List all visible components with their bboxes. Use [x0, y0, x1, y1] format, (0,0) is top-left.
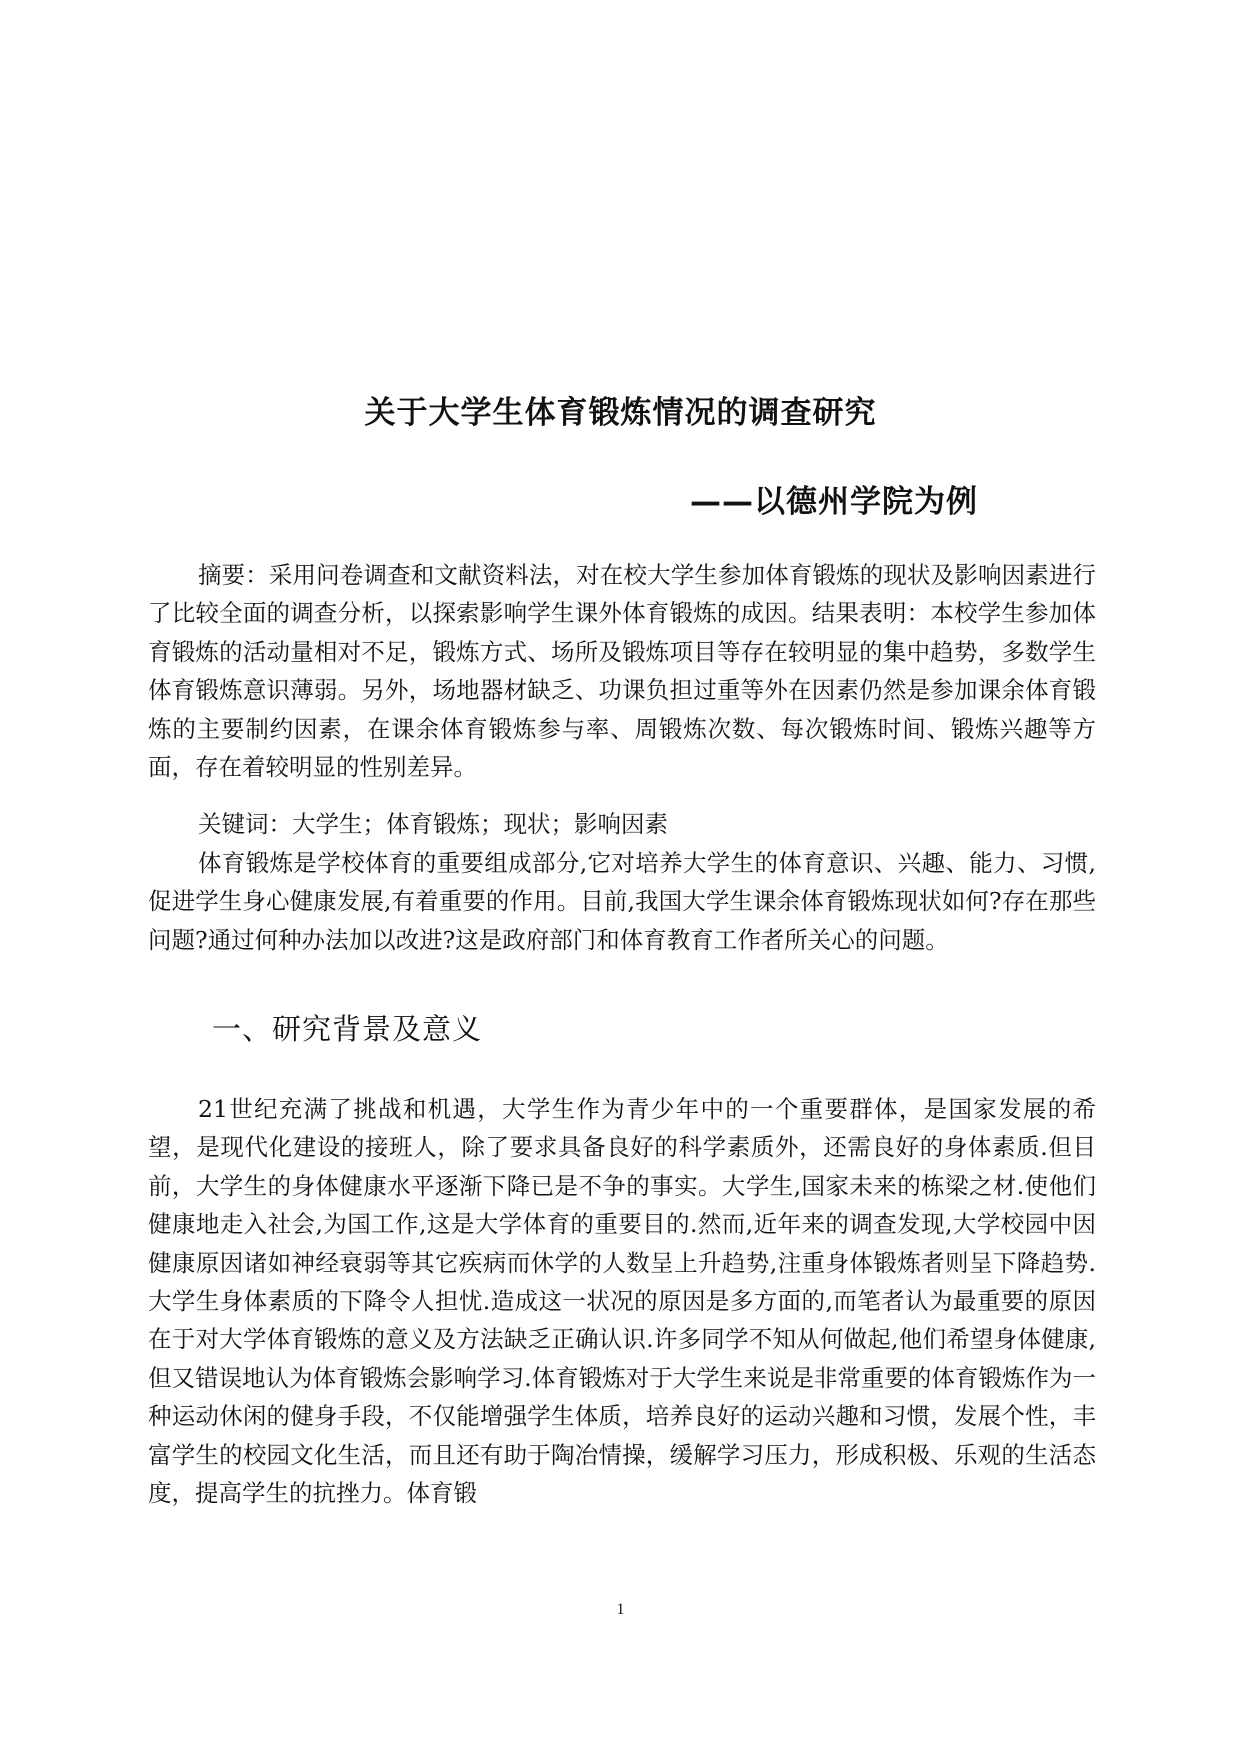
section-heading: 一、研究背景及意义	[212, 1012, 483, 1046]
section-body-paragraph: 21世纪充满了挑战和机遇，大学生作为青少年中的一个重要群体，是国家发展的希望，是现代化建设的接班人，除了要求具备良好的科学素质外，还需良好的身体素质.但目前，大学生的身体健康水平逐渐下降已是不争的事实。大学生,国家未来的栋梁之材.使他们健康地走入社会,为国工作,这是大学体育的重要目的.然而,近年来的调查发现,大学校园中因健康原因诸如神经衰弱等其它疾病而休学的人数呈上升趋势,注重身体锻炼者则呈下降趋势.大学生身体素质的下降令人担忧.造成这一状况的原因是多方面的,而笔者认为最重要的原因在于对大学体育锻炼的意义及方法缺乏正确认识.许多同学不知从何做起,他们希望身体健康,但又错误地认为体育锻炼会影响学习.体育锻炼对于大学生来说是非常重要的体育锻炼作为一种运动休闲的健身手段，不仅能增强学生体质，培养良好的运动兴趣和习惯，发展个性，丰富学生的校园文化生活，而且还有助于陶冶情操，缓解学习压力，形成积极、乐观的生活态度，提高学生的抗挫力。体育锻	[148, 1095, 1096, 1508]
intro-paragraph: 体育锻炼是学校体育的重要组成部分,它对培养大学生的体育意识、兴趣、能力、习惯,促进学生身心健康发展,有着重要的作用。目前,我国大学生课余体育锻炼现状如何?存在那些问题?通过何种办法加以改进?这是政府部门和体育教育工作者所关心的问题。	[148, 849, 1096, 954]
keywords-line: 关键词：大学生；体育锻炼；现状；影响因素	[198, 810, 668, 838]
document-title: 关于大学生体育锻炼情况的调查研究	[364, 395, 877, 431]
document-subtitle: ——以德州学院为例	[690, 484, 978, 520]
abstract-paragraph: 摘要：采用问卷调查和文献资料法，对在校大学生参加体育锻炼的现状及影响因素进行了比较全面的调查分析，以探索影响学生课外体育锻炼的成因。结果表明：本校学生参加体育锻炼的活动量相对不足，锻炼方式、场所及锻炼项目等存在较明显的集中趋势，多数学生体育锻炼意识薄弱。另外，场地器材缺乏、功课负担过重等外在因素仍然是参加课余体育锻炼的主要制约因素，在课余体育锻炼参与率、周锻炼次数、每次锻炼时间、锻炼兴趣等方面，存在着较明显的性别差异。	[148, 561, 1096, 782]
page-number: 1	[616, 1601, 625, 1618]
